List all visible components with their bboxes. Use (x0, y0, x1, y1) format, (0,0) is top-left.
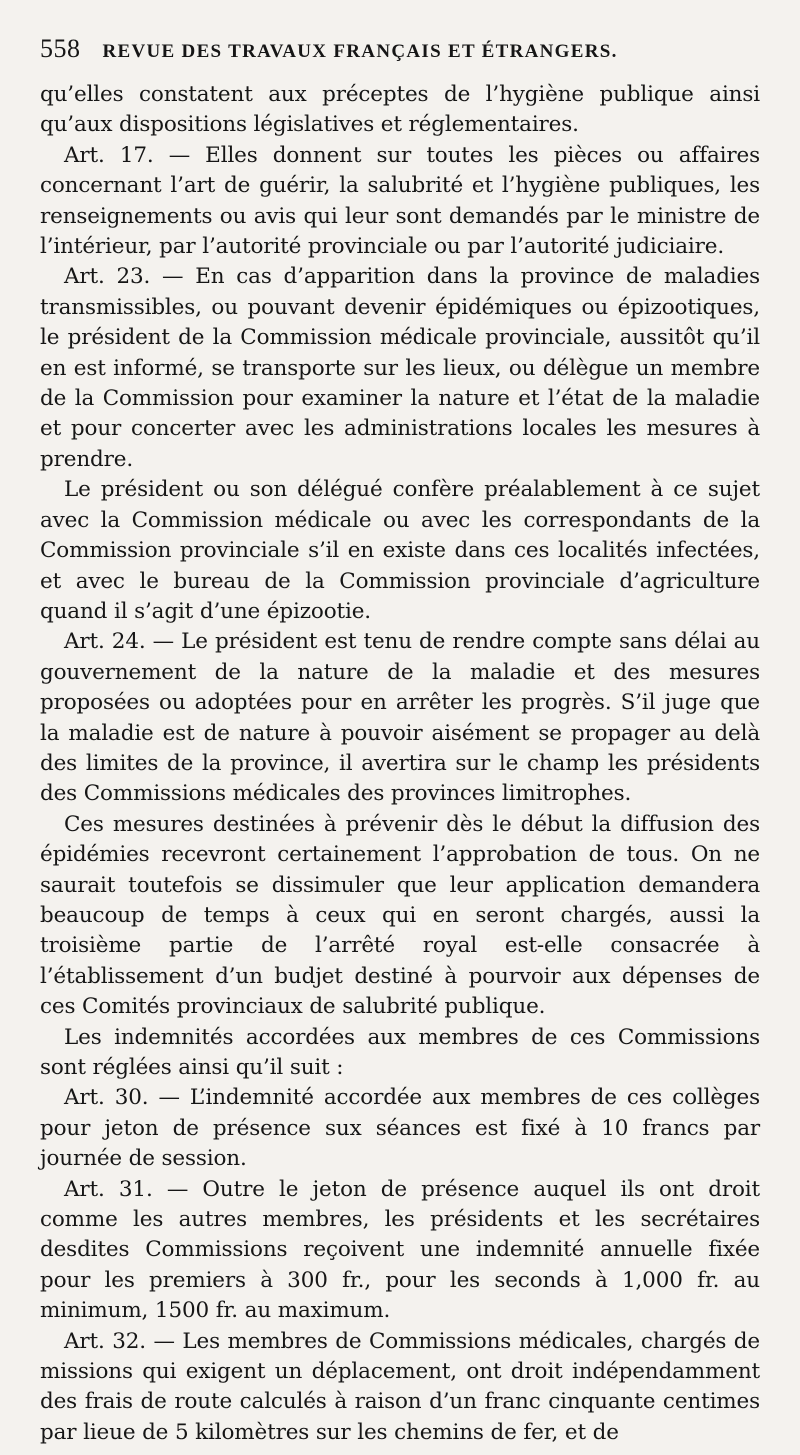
paragraph-art-24: Art. 24. — Le président est tenu de rendre compte sans délai au gouvernement de la nature de la maladie et des mesures proposées ou adoptées pour en arrêter les progrès. S’il juge que la maladie est de nature à pouvoir aisément se propager au delà des limites de la province, il avertira sur le champ les présidents des Commissions médicales des provinces limitrophes. (40, 629, 760, 807)
paragraph-ces-mesures: Ces mesures destinées à prévenir dès le début la diffusion des épidémies recevront certainement l’approbation de tous. On ne saurait toutefois se dissimuler que leur application demandera beaucoup de temps à ceux qui en seront chargés, aussi la troisième partie de l’arrêté royal est-elle consacrée à l’établissement d’un budjet destiné à pourvoir aux dépenses de ces Comités provinciaux de salubrité publique. (40, 811, 760, 1020)
paragraph-continuation: qu’elles constatent aux préceptes de l’hygiène publique ainsi qu’aux dispositions législatives et réglementaires. (40, 82, 760, 138)
paragraph-art-17: Art. 17. — Elles donnent sur toutes les pièces ou affaires concernant l’art de guérir, la salubrité et l’hygiène publiques, les renseignements ou avis qui leur sont demandés par le ministre de l’intérieur, par l’autorité provinciale ou par l’autorité judiciaire. (40, 142, 760, 260)
paragraph-art-30: Art. 30. — L’indemnité accordée aux membres de ces collèges pour jeton de présence sux séances est fixé à 10 francs par journée de session. (40, 1085, 760, 1172)
paragraph-art-23: Art. 23. — En cas d’apparition dans la province de maladies transmissibles, ou pouvant devenir épidémiques ou épizootiques, le président de la Commission médicale provinciale, aussitôt qu’il en est informé, se transporte sur les lieux, ou délègue un membre de la Commission pour examiner la nature et l’état de la maladie et pour concerter avec les administrations locales les mesures à prendre. (40, 264, 760, 472)
paragraph-art-31: Art. 31. — Outre le jeton de présence auquel ils ont droit comme les autres membres, les présidents et les secrétaires desdites Commissions reçoivent une indemnité annuelle fixée pour les premiers à 300 fr., pour les seconds à 1,000 fr. au minimum, 1500 fr. au maximum. (40, 1176, 760, 1324)
page-number: 558 (40, 34, 81, 63)
paragraph-art-32: Art. 32. — Les membres de Commissions médicales, chargés de missions qui exigent un déplacement, ont droit indépendamment des frais de route calculés à raison d’un franc cinquante centimes par lieue de 5 kilomètres sur les chemins de fer, et de (40, 1328, 760, 1445)
page-header (40, 34, 760, 74)
paragraph-indemnites: Les indemnités accordées aux membres de ces Commissions sont réglées ainsi qu’il suit : (40, 1024, 760, 1080)
body-text (40, 80, 760, 1448)
paragraph-president-delegue: Le président ou son délégué confère préalablement à ce sujet avec la Commission médicale ou avec les correspondants de la Commission provinciale s’il en existe dans ces localités infectées, et avec le bureau de la Commission provinciale d’agriculture quand il s’agit d’une épizootie. (40, 477, 760, 624)
running-head: REVUE DES TRAVAUX FRANÇAIS ET ÉTRANGERS. (102, 41, 618, 62)
